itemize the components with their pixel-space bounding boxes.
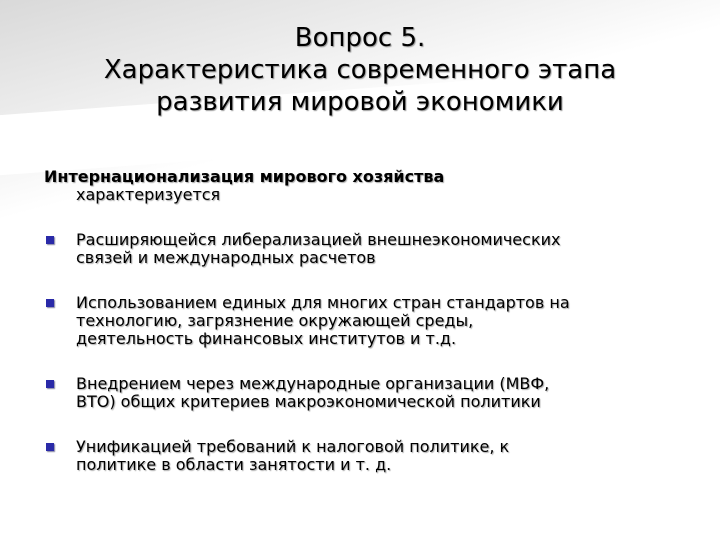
title-line-1: Вопрос 5. <box>294 23 426 53</box>
bullet-item-1 <box>44 231 684 267</box>
intro-bold-text: Интернационализация мирового хозяйства <box>44 167 445 186</box>
bullet-2-line-1: Использованием единых для многих стран стандартов на <box>76 293 570 312</box>
bullet-3-line-1: Внедрением через международные организации (МВФ, <box>76 374 550 393</box>
bullet-4-line-2: политике в области занятости и т. д. <box>76 455 392 474</box>
square-bullet-icon <box>46 380 54 388</box>
title-line-3: развития мировой экономики <box>156 87 564 117</box>
bullet-item-3 <box>44 375 684 411</box>
intro-paragraph <box>44 168 684 204</box>
square-bullet-icon <box>46 299 54 307</box>
bullet-item-4 <box>44 438 684 474</box>
bullet-item-2 <box>44 294 684 348</box>
square-bullet-icon <box>46 236 54 244</box>
title-line-2: Характеристика современного этапа <box>103 55 617 85</box>
bullet-2-line-2: технологию, загрязнение окружающей среды, <box>76 311 474 330</box>
square-bullet-icon <box>46 443 54 451</box>
intro-rest-text: характеризуется <box>76 185 221 204</box>
slide-body <box>44 168 684 501</box>
bullet-3-line-2: ВТО) общих критериев макроэкономической политики <box>76 392 541 411</box>
bullet-2-line-3: деятельность финансовых институтов и т.д. <box>76 329 457 348</box>
slide-title <box>40 22 680 118</box>
bullet-4-line-1: Унификацией требований к налоговой политике, к <box>76 437 510 456</box>
bullet-1-line-1: Расширяющейся либерализацией внешнеэкономических <box>76 230 561 249</box>
bullet-1-line-2: связей и международных расчетов <box>76 248 376 267</box>
bullet-list <box>44 231 684 474</box>
